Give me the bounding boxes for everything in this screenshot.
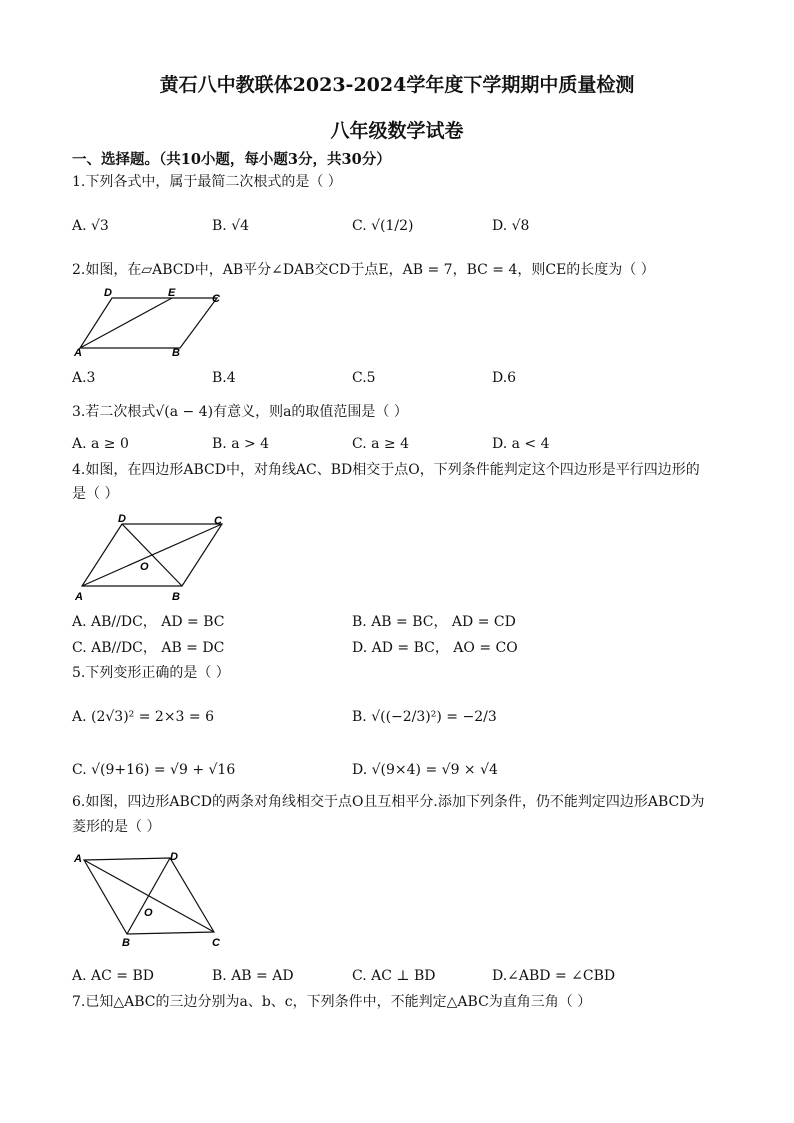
q3-option-a: A. a ≥ 0 [72, 436, 129, 452]
q2-label-e: E [168, 287, 176, 299]
q3-option-b: B. a > 4 [212, 436, 270, 452]
question-6-stem-line2: 菱形的是（ ） [72, 819, 161, 835]
q2-option-a: A.3 [72, 370, 96, 386]
q5-option-c: C. √(9+16) = √9 + √16 [72, 762, 236, 778]
q6-label-o: O [144, 907, 153, 919]
exam-subtitle: 八年级数学试卷 [330, 120, 464, 142]
q4-label-c: C [214, 515, 222, 527]
q6-option-d: D.∠ABD = ∠CBD [492, 968, 616, 984]
q5-option-d: D. √(9×4) = √9 × √4 [352, 762, 498, 778]
q6-rhombus-figure [72, 846, 232, 958]
q5-option-a: A. (2√3)² = 2×3 = 6 [72, 709, 214, 725]
q1-option-b: B. √4 [212, 218, 250, 234]
question-4-stem-line1: 4.如图，在四边形ABCD中，对角线AC、BD相交于点O，下列条件能判定这个四边形是平行四边形的 [72, 462, 700, 478]
q4-option-b: B. AB = BC， AD = CD [352, 614, 516, 630]
q4-option-d: D. AD = BC， AO = CO [352, 640, 518, 656]
q6-label-a: A [74, 853, 82, 865]
q6-option-a: A. AC = BD [72, 968, 154, 984]
q6-label-b: B [122, 937, 130, 949]
q2-option-c: C.5 [352, 370, 376, 386]
q6-option-c: C. AC ⊥ BD [352, 968, 436, 984]
q2-parallelogram-figure [72, 286, 232, 358]
question-6-stem-line1: 6.如图，四边形ABCD的两条对角线相交于点O且互相平分.添加下列条件，仍不能判定四边形ABCD为 [72, 794, 705, 810]
q3-option-c: C. a ≥ 4 [352, 436, 409, 452]
question-7-stem: 7.已知△ABC的三边分别为a、b、c，下列条件中，不能判定△ABC为直角三角（ ） [72, 994, 592, 1010]
q2-label-a: A [74, 347, 82, 358]
q4-option-a: A. AB//DC， AD = BC [72, 614, 225, 630]
q4-parallelogram-figure [72, 510, 232, 602]
question-4-stem-line2: 是（ ） [72, 486, 119, 502]
q2-option-d: D.6 [492, 370, 517, 386]
q2-label-d: D [104, 287, 112, 299]
question-2-stem: 2.如图，在▱ABCD中，AB平分∠DAB交CD于点E，AB = 7，BC = 4，则CE的长度为（ ） [72, 262, 655, 278]
q4-label-a: A [75, 591, 83, 602]
exam-title: 黄石八中教联体2023-2024学年度下学期期中质量检测 [159, 74, 635, 96]
q4-label-d: D [118, 513, 126, 525]
q5-option-b: B. √((−2/3)²) = −2/3 [352, 709, 497, 725]
q6-option-b: B. AB = AD [212, 968, 294, 984]
q3-option-d: D. a < 4 [492, 436, 550, 452]
q4-label-o: O [140, 561, 149, 573]
q1-option-d: D. √8 [492, 218, 530, 234]
q6-label-d: D [170, 851, 178, 863]
q2-label-b: B [172, 347, 180, 358]
q2-label-c: C [212, 293, 220, 305]
q2-option-b: B.4 [212, 370, 236, 386]
q1-option-c: C. √(1/2) [352, 218, 414, 234]
section-heading: 一、选择题。（共10小题，每小题3分，共30分） [72, 151, 391, 168]
q1-option-a: A. √3 [72, 218, 109, 234]
q4-label-b: B [172, 591, 180, 602]
q6-label-c: C [212, 937, 220, 949]
question-5-stem: 5.下列变形正确的是（ ） [72, 665, 230, 681]
q4-option-c: C. AB//DC， AB = DC [72, 640, 225, 656]
question-3-stem: 3.若二次根式√(a − 4)有意义，则a的取值范围是（ ） [72, 404, 408, 420]
question-1-stem: 1.下列各式中，属于最简二次根式的是（ ） [72, 174, 342, 190]
